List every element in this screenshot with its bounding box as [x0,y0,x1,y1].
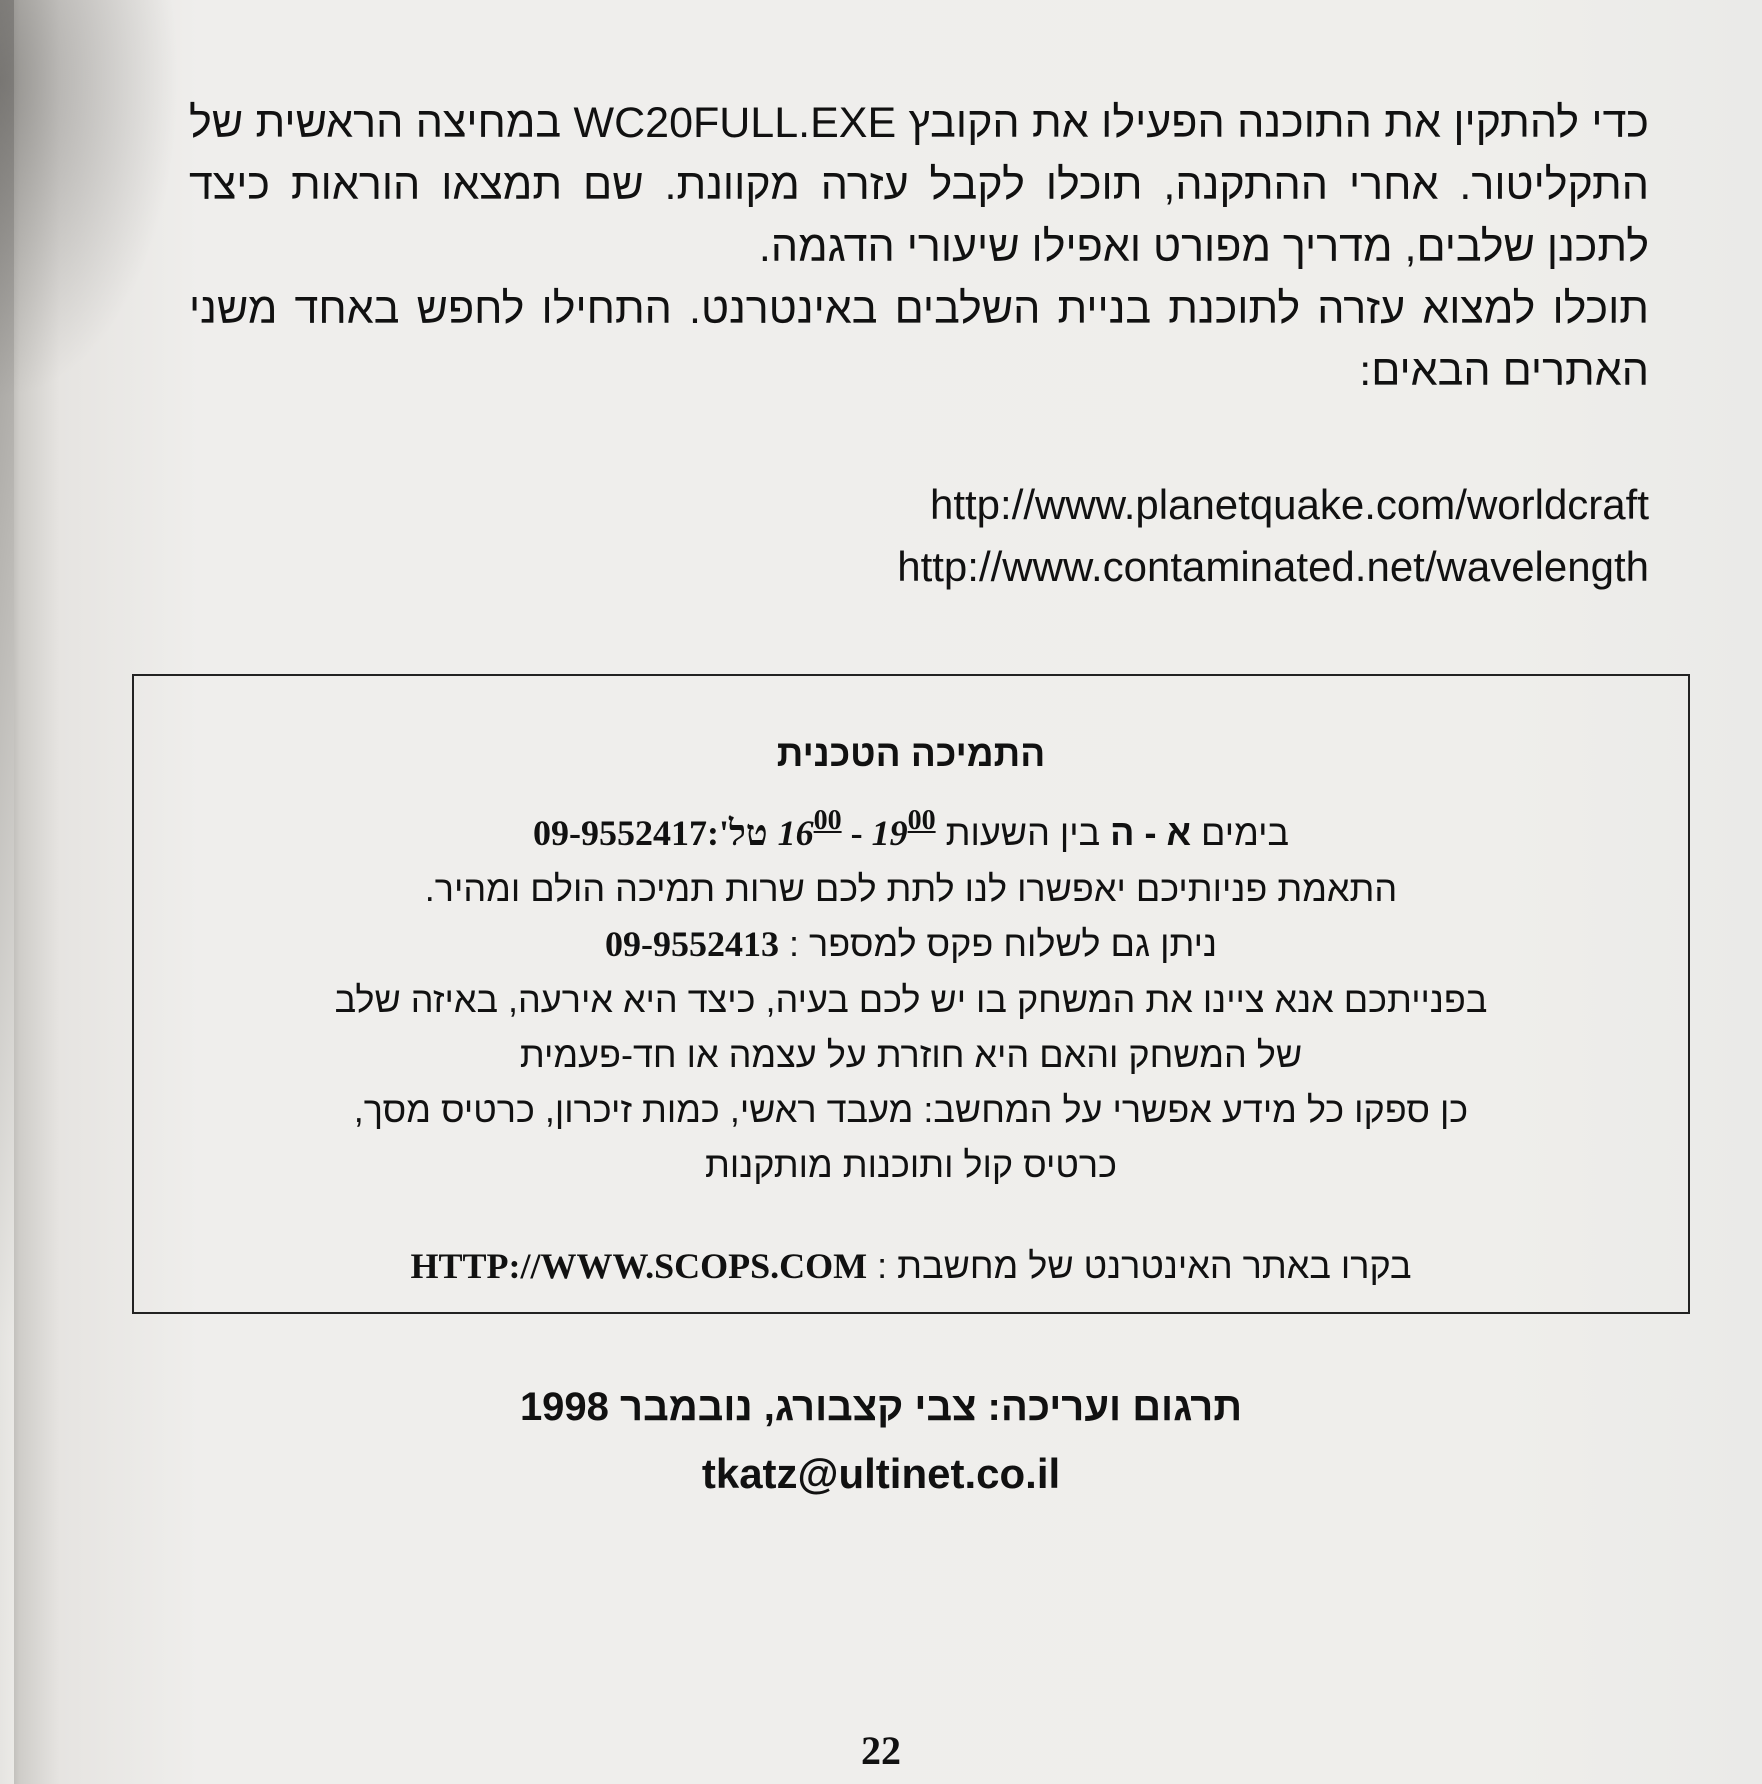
link-contaminated[interactable]: http://www.contaminated.net/wavelength [897,543,1649,590]
hour-to-minutes: 00 [907,805,936,836]
info-line-2: כרטיס קול ותוכנות מותקנות [705,1144,1117,1185]
request-line-2: של המשחק והאם היא חוזרת על עצמה או חד-פעמית [519,1034,1303,1075]
installation-instructions [189,92,1649,402]
support-title: התמיכה הטכנית [776,733,1046,774]
hours-label: בין השעות [945,812,1101,853]
online-help-paragraph: תוכלו למצוא עזרה לתוכנת בניית השלבים באינטרנט. התחילו לחפש באחד משני האתרים הבאים: [189,285,1649,395]
help-links [649,474,1649,598]
link-planetquake[interactable]: http://www.planetquake.com/worldcraft [929,481,1649,528]
hour-from-minutes: 00 [813,805,842,836]
install-paragraph: כדי להתקין את התוכנה הפעילו את הקובץ WC20FULL.EXE במחיצה הראשית של התקליטור. אחרי ההתקנה, תוכלו לקבל עזרה מקוונת. שם תמצאו הוראות כיצד לתכנן שלבים, מדריך מפורט ואפילו שיעורי הדגמה. [189,99,1649,271]
days-range: א - ה [1110,812,1192,853]
page-shadow [0,0,180,400]
translation-credit: תרגום ועריכה: צבי קצבורג, נובמבר 1998 [519,1385,1243,1429]
page-number: 22 [861,1728,901,1773]
website-row [134,1238,1688,1294]
hour-to: 19 [871,813,908,853]
fax-number: 09-9552413 [605,924,779,964]
tech-support-box [132,674,1690,1314]
coordination-note: התאמת פניותיכם יאפשרו לנו לתת לכם שרות תמיכה הולם ומהיר. [424,868,1398,909]
hour-range [778,793,936,861]
hour-from: 16 [777,813,814,853]
info-line-1: כן ספקו כל מידע אפשרי על המחשב: מעבד ראשי, כמות זיכרון, כרטיס מסך, [353,1089,1469,1130]
fax-label: ניתן גם לשלוח פקס למספר : [789,923,1217,964]
days-prefix: בימים [1201,812,1289,853]
website-url[interactable]: HTTP://WWW.SCOPS.COM [410,1246,868,1286]
request-line-1: בפנייתכם אנא ציינו את המשחק בו יש לכם בעיה, כיצד היא אירעה, באיזה שלב [334,979,1488,1020]
contact-email[interactable]: tkatz@ultinet.co.il [701,1450,1061,1497]
website-label: בקרו באתר האינטרנט של מחשבת : [877,1245,1412,1286]
fax-row [134,916,1688,972]
phone-label: טל': [707,813,768,853]
support-hours-row [134,793,1688,861]
phone-number: 09-9552417 [533,813,707,853]
hour-dash: - [850,813,863,853]
